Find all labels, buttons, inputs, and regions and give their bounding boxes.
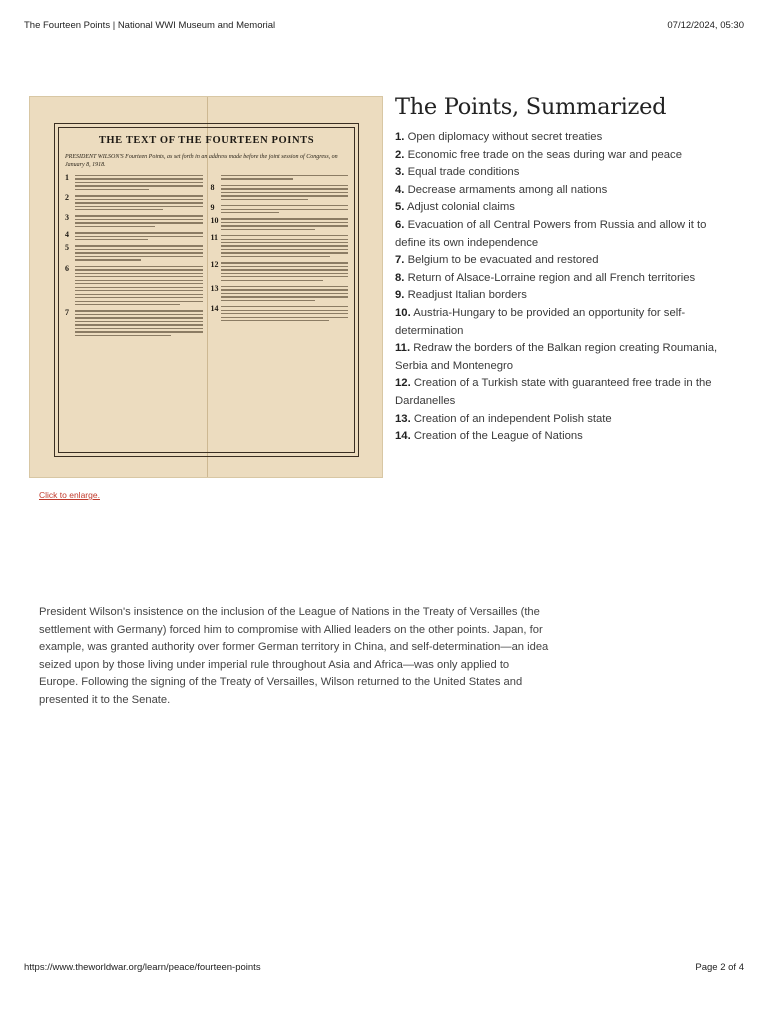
document-point-block	[65, 194, 203, 210]
document-point-number: 2	[65, 193, 69, 203]
document-text-lines	[75, 214, 203, 227]
document-point-number: 9	[210, 203, 215, 213]
point-text: Austria-Hungary to be provided an opportunity for self-determination	[395, 306, 686, 337]
text-line	[221, 256, 331, 257]
text-line	[75, 189, 149, 190]
point-number: 11.	[395, 342, 411, 355]
text-line	[75, 222, 203, 223]
text-line	[75, 226, 155, 227]
print-footer-page: Page 2 of 4	[695, 962, 744, 973]
document-text-lines	[221, 234, 349, 257]
point-number: 1.	[395, 131, 405, 143]
document-point-block	[65, 174, 203, 190]
text-line	[75, 273, 203, 274]
document-text-lines	[221, 174, 349, 180]
text-line	[221, 235, 349, 236]
document-text-lines	[75, 231, 203, 240]
text-line	[75, 280, 203, 281]
point-number: 14.	[395, 430, 411, 443]
text-line	[75, 219, 203, 220]
document-title: THE TEXT OF THE FOURTEEN POINTS	[98, 135, 315, 146]
text-line	[221, 296, 349, 297]
text-line	[221, 212, 280, 213]
text-line	[221, 195, 349, 196]
document-point-number: 1	[65, 173, 69, 182]
point-number: 12.	[395, 377, 411, 390]
click-to-enlarge-link[interactable]: Click to enlarge.	[39, 490, 100, 500]
document-point-block	[211, 285, 349, 301]
point-item	[395, 305, 735, 340]
document-point-number: 10	[210, 216, 219, 226]
text-line	[221, 300, 315, 301]
point-text: Decrease armaments among all nations	[407, 183, 608, 196]
document-text-lines	[221, 305, 349, 321]
text-line	[221, 222, 349, 223]
text-line	[75, 232, 203, 233]
text-line	[75, 256, 203, 257]
body-paragraph: President Wilson's insistence on the inclusion of the League of Nations in the Treaty of Versailles (the settlement with Germany) forced him to compromise with Allied leaders on the other points. Japan, for example, was granted authority over former German territory in China, and self-determination—an idea seized upon by those living under imperial rule throughout Asia and Africa—was only applied to Europe. Following the signing of the Treaty of Versailles, Wilson returned to the United States and presented it to the Senate.	[39, 606, 549, 706]
point-item	[395, 270, 735, 288]
document-point-block	[211, 204, 349, 213]
point-number: 8.	[395, 271, 405, 284]
point-text: Redraw the borders of the Balkan region creating Roumania, Serbia and Montenegro	[395, 342, 718, 372]
text-line	[221, 225, 349, 226]
document-text-lines	[221, 184, 349, 200]
text-line	[221, 320, 329, 321]
document-point-block	[211, 184, 349, 200]
text-line	[75, 175, 203, 176]
point-text: Readjust Italian borders	[407, 289, 527, 302]
point-item	[395, 182, 735, 200]
text-line	[221, 199, 309, 200]
text-line	[221, 249, 349, 250]
document-point-number: 4	[65, 230, 69, 240]
text-line	[221, 317, 349, 318]
document-point-number: 7	[65, 308, 69, 318]
point-text: Creation of an independent Polish state	[413, 412, 612, 425]
document-point-number: 3	[65, 213, 69, 223]
text-line	[221, 306, 349, 307]
point-text: Equal trade conditions	[407, 166, 520, 179]
text-line	[221, 205, 349, 206]
point-item	[395, 164, 735, 182]
fourteen-points-document-image[interactable]	[29, 96, 383, 478]
point-text: Economic free trade on the seas during war and peace	[407, 148, 682, 161]
text-line	[221, 185, 349, 186]
text-line	[221, 229, 315, 230]
document-point-block	[211, 261, 349, 281]
point-number: 5.	[395, 201, 405, 214]
document-text-lines	[221, 204, 349, 213]
text-line	[75, 252, 203, 253]
points-list	[395, 129, 735, 446]
point-number: 3.	[395, 166, 405, 179]
point-text: Belgium to be evacuated and restored	[407, 254, 599, 267]
text-line	[75, 294, 203, 295]
text-line	[221, 209, 349, 210]
text-line	[221, 289, 349, 290]
text-line	[75, 321, 203, 322]
points-summary-section	[395, 94, 735, 446]
text-line	[221, 262, 349, 263]
text-line	[75, 185, 203, 186]
point-item	[395, 217, 735, 252]
text-line	[221, 218, 349, 219]
document-text-lines	[221, 217, 349, 230]
document-point-block	[65, 265, 203, 306]
document-column-left	[65, 174, 203, 450]
point-text: Adjust colonial claims	[406, 201, 515, 214]
document-point-block	[65, 244, 203, 260]
document-frame	[54, 123, 359, 457]
text-line	[221, 266, 349, 267]
text-line	[221, 293, 349, 294]
text-line	[221, 242, 349, 243]
text-line	[75, 304, 180, 305]
point-item	[395, 375, 735, 410]
point-text: Creation of the League of Nations	[413, 430, 583, 443]
text-line	[75, 182, 203, 183]
text-line	[75, 310, 203, 311]
print-header-title: The Fourteen Points | National WWI Museum and Memorial	[24, 20, 276, 31]
point-text: Open diplomacy without secret treaties	[407, 131, 603, 143]
document-column-right	[211, 174, 349, 450]
document-point-number: 11	[210, 233, 219, 243]
text-line	[75, 287, 203, 288]
document-point-block	[65, 309, 203, 336]
text-line	[75, 195, 203, 196]
document-text-lines	[221, 285, 349, 301]
text-line	[221, 313, 349, 314]
document-text-lines	[75, 309, 203, 336]
text-line	[75, 301, 203, 302]
document-point-block	[211, 305, 349, 321]
text-line	[75, 259, 141, 260]
text-line	[221, 276, 349, 277]
text-line	[221, 310, 349, 311]
text-line	[75, 209, 163, 210]
text-line	[75, 249, 203, 250]
document-text-lines	[221, 261, 349, 281]
text-line	[75, 266, 203, 267]
text-line	[221, 192, 349, 193]
point-item	[395, 252, 735, 270]
text-line	[75, 269, 203, 270]
text-line	[75, 199, 203, 200]
text-line	[221, 252, 349, 253]
point-number: 10.	[395, 306, 411, 319]
document-text-lines	[75, 194, 203, 210]
document-point-number: 6	[65, 263, 69, 273]
text-line	[221, 245, 349, 246]
text-line	[75, 206, 203, 207]
point-text: Creation of a Turkish state with guaranteed free trade in the Dardanelles	[395, 377, 712, 407]
text-line	[75, 328, 203, 329]
text-line	[75, 317, 203, 318]
document-point-block	[211, 234, 349, 257]
point-number: 2.	[395, 148, 405, 161]
document-text-lines	[75, 174, 203, 190]
document-point-number: 5	[65, 243, 69, 253]
document-intro: PRESIDENT WILSON'S Fourteen Points, as set forth in an address made before the joint session of Congress, on January 8, 1918.	[65, 154, 338, 168]
document-point-number	[211, 174, 218, 180]
point-item	[395, 340, 735, 375]
text-line	[221, 286, 349, 287]
text-line	[75, 276, 203, 277]
point-item	[395, 287, 735, 305]
text-line	[75, 236, 203, 237]
text-line	[75, 178, 203, 179]
text-line	[75, 202, 203, 203]
document-point-number: 14	[210, 304, 219, 314]
document-text-columns	[65, 174, 348, 450]
text-line	[75, 314, 203, 315]
point-item	[395, 199, 735, 217]
point-number: 7.	[395, 254, 405, 267]
text-line	[75, 290, 203, 291]
point-number: 4.	[395, 183, 405, 196]
document-point-number: 13	[210, 283, 219, 293]
text-line	[221, 178, 294, 179]
text-line	[221, 273, 349, 274]
text-line	[75, 297, 203, 298]
print-footer-url: https://www.theworldwar.org/learn/peace/fourteen-points	[24, 962, 261, 973]
text-line	[221, 239, 349, 240]
point-item	[395, 129, 735, 147]
text-line	[221, 188, 349, 189]
text-line	[75, 283, 203, 284]
document-point-block	[65, 214, 203, 227]
point-item	[395, 147, 735, 165]
print-header-timestamp: 07/12/2024, 05:30	[667, 20, 744, 31]
text-line	[75, 324, 203, 325]
point-item	[395, 411, 735, 429]
text-line	[75, 245, 203, 246]
text-line	[221, 269, 349, 270]
point-number: 6.	[395, 218, 405, 231]
document-point-number: 8	[210, 182, 215, 192]
point-item	[395, 428, 735, 446]
text-line	[75, 215, 203, 216]
document-point-block	[211, 217, 349, 230]
point-number: 9.	[395, 289, 405, 302]
document-point-block	[211, 174, 349, 180]
document-point-number: 12	[210, 260, 219, 270]
text-line	[75, 335, 171, 336]
document-point-block	[65, 231, 203, 240]
text-line	[221, 280, 323, 281]
point-text: Evacuation of all Central Powers from Russia and allow it to define its own independence	[395, 218, 707, 249]
point-text: Return of Alsace-Lorraine region and all French territories	[407, 271, 696, 284]
point-number: 13.	[395, 412, 411, 425]
text-line	[75, 331, 203, 332]
document-text-lines	[75, 265, 203, 306]
text-line	[75, 239, 148, 240]
text-line	[221, 175, 349, 176]
document-text-lines	[75, 244, 203, 260]
section-title: The Points, Summarized	[395, 94, 667, 120]
